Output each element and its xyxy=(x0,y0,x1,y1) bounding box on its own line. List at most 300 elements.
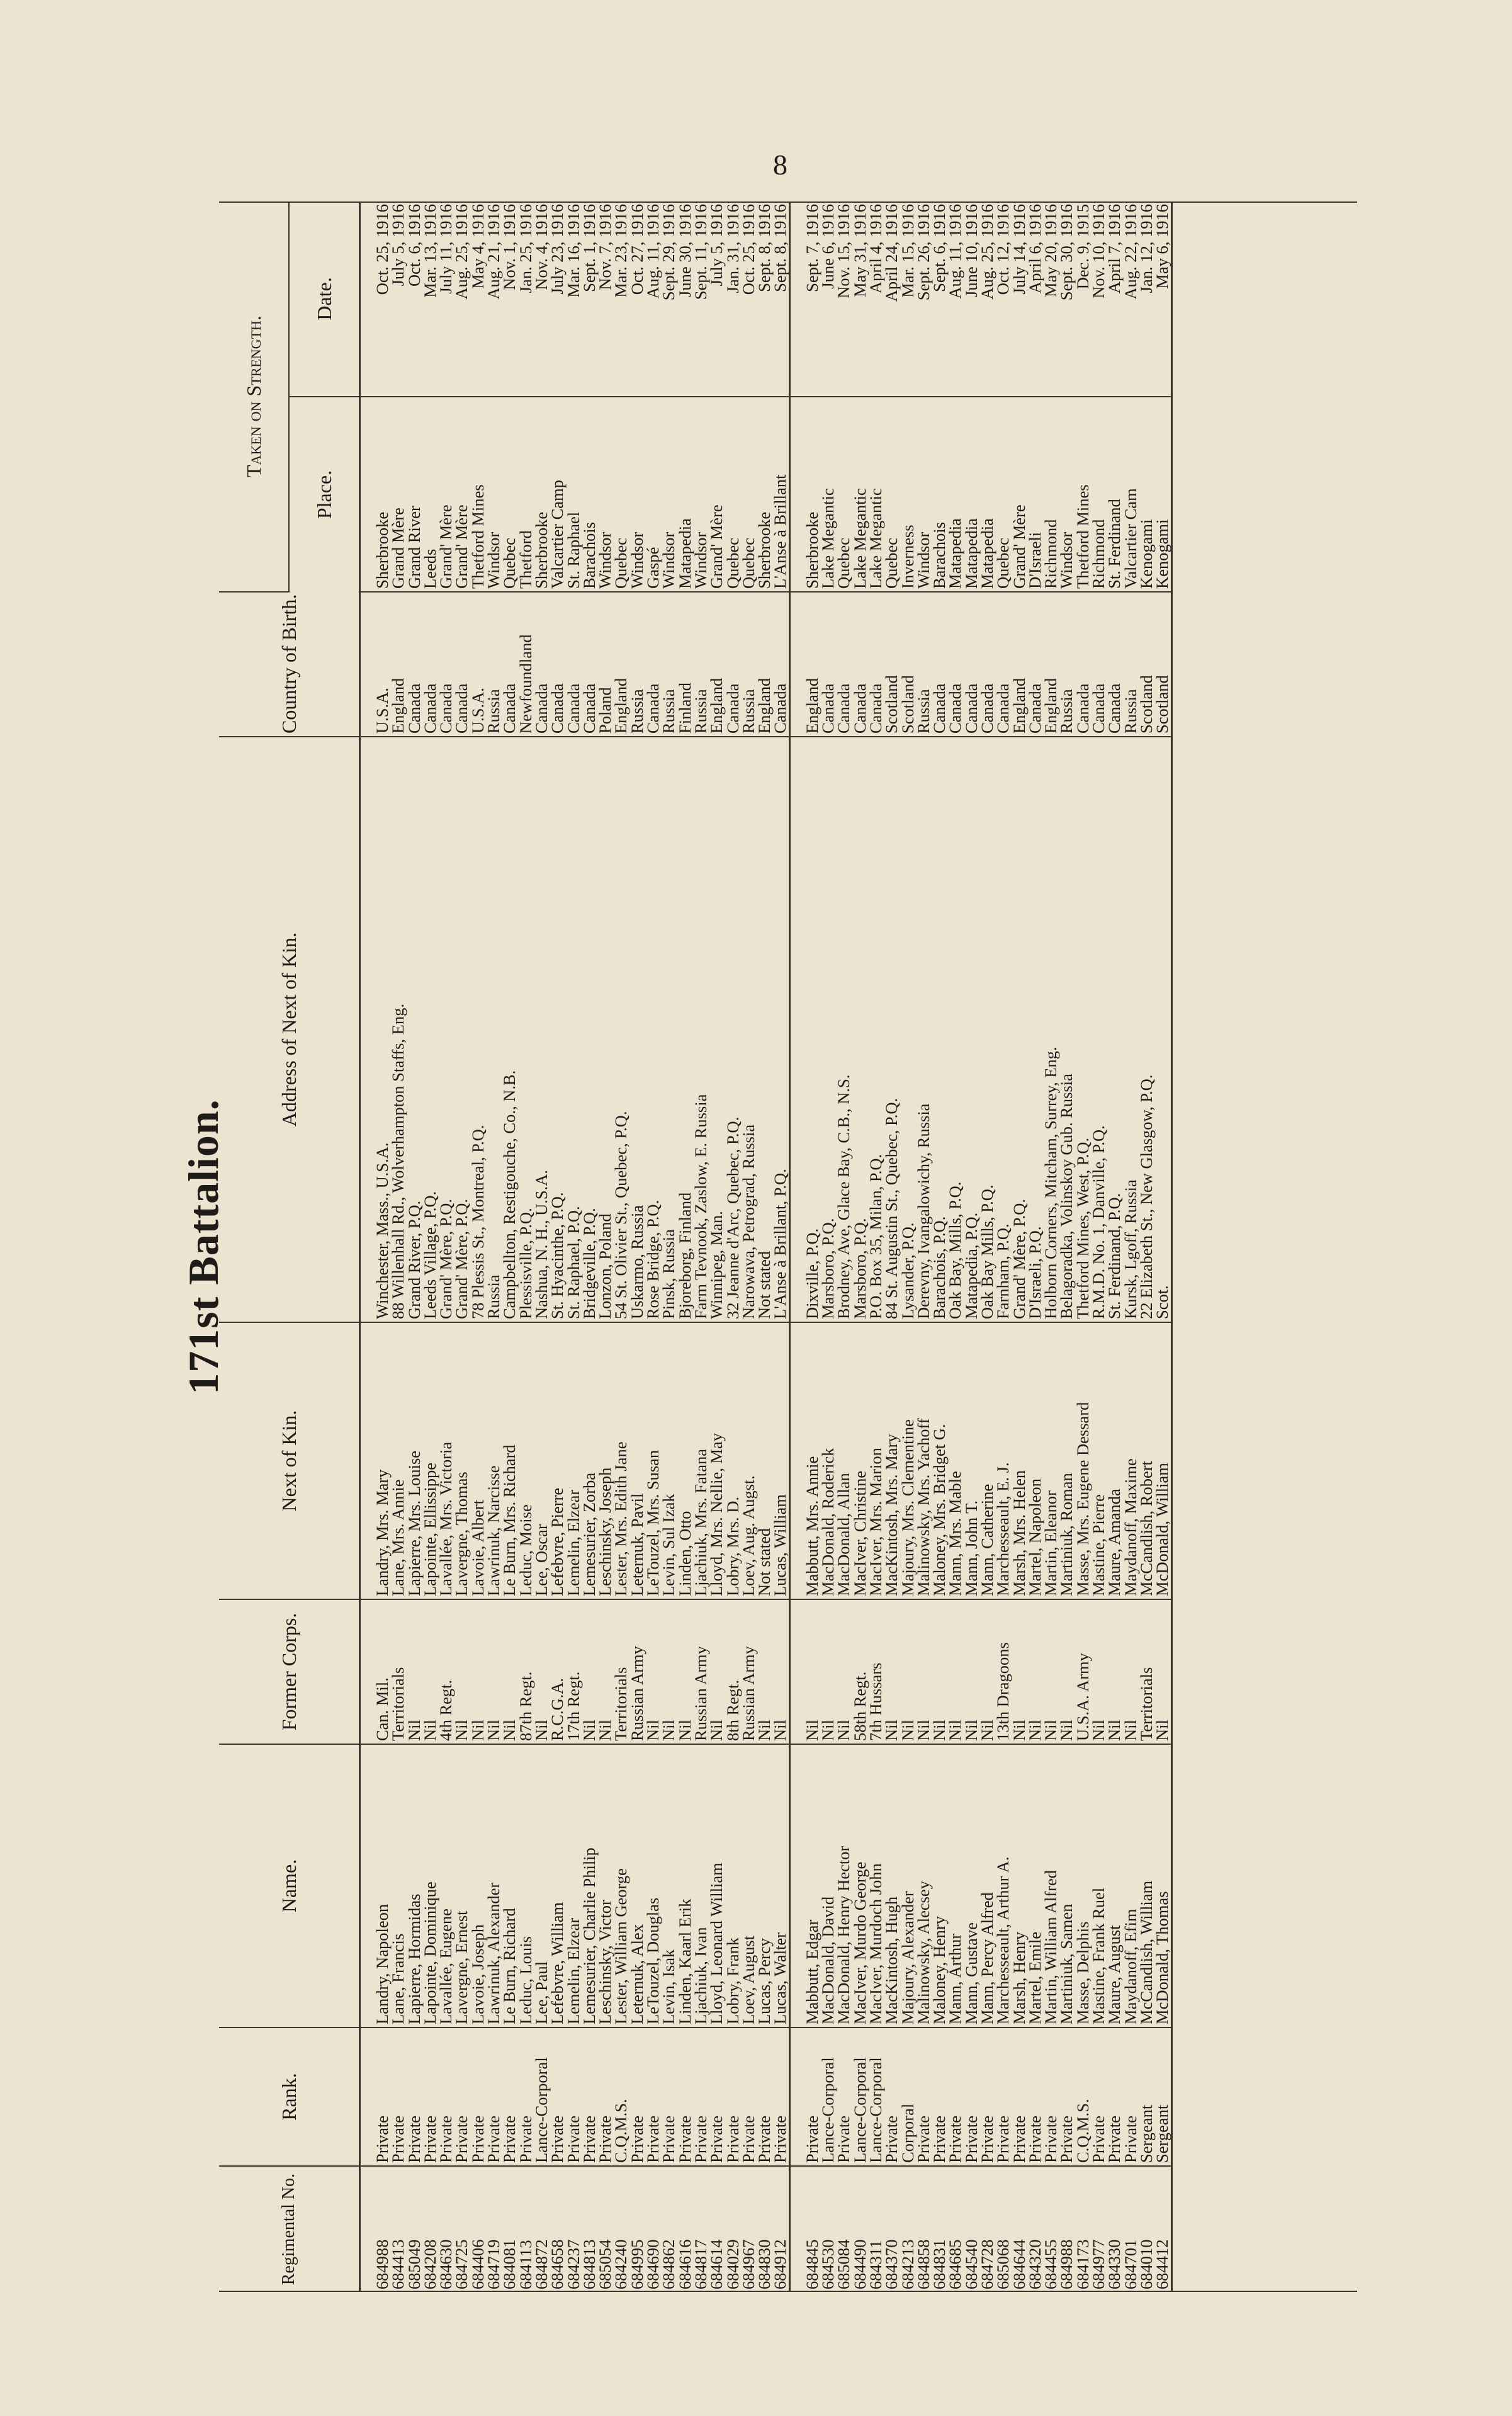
country-cell: Canada xyxy=(868,592,884,737)
rank-cell: Private xyxy=(470,2028,486,2166)
rank-cell: Private xyxy=(757,2028,772,2166)
table-row xyxy=(1154,201,1171,2292)
date-cell: Sept. 11, 1916 xyxy=(693,201,709,397)
rank-cell: Private xyxy=(1123,2028,1139,2166)
address-cell: Narowava, Petrograd, Russia xyxy=(741,737,757,1322)
next-of-kin-cell: LeTouzel, Mrs. Susan xyxy=(645,1322,661,1599)
next-of-kin-cell: Lavallée, Mrs. Victoria xyxy=(438,1322,454,1599)
regimental-no-cell: 684490 xyxy=(850,2239,869,2289)
next-of-kin-cell: Le Burn, Mrs. Richard xyxy=(502,1322,517,1599)
place-cell: Gaspé xyxy=(645,397,661,592)
name-cell: McDonald, Thomas xyxy=(1154,1744,1171,2028)
header-place: Place. xyxy=(312,470,336,519)
rank-cell: Private xyxy=(979,2028,995,2166)
place-cell: Quebec xyxy=(613,397,629,592)
regimental-no-cell: 684081 xyxy=(500,2239,519,2289)
date-cell: Nov. 15, 1916 xyxy=(836,201,852,397)
regimental-no-cell: 684413 xyxy=(388,2239,408,2289)
next-of-kin-cell: Lefebvre, Pierre xyxy=(550,1322,565,1599)
table-row xyxy=(550,201,565,2292)
rank-cell: Private xyxy=(964,2028,979,2166)
country-cell: Canada xyxy=(964,592,979,737)
rank-cell: Lance-Corporal xyxy=(852,2028,868,2166)
date-cell: June 6, 1916 xyxy=(820,201,836,397)
regimental-no-cell: 685054 xyxy=(595,2239,615,2289)
table-row xyxy=(390,201,406,2292)
date-cell: Nov. 10, 1916 xyxy=(1091,201,1107,397)
next-of-kin-cell: Lobry, Mrs. D. xyxy=(725,1322,741,1599)
next-of-kin-cell: Maure, Amanda xyxy=(1107,1322,1122,1599)
date-cell: Oct. 12, 1916 xyxy=(995,201,1011,397)
name-cell: McCandlish, William xyxy=(1139,1744,1154,2028)
regimental-no-cell: 684977 xyxy=(1089,2239,1109,2289)
next-of-kin-cell: MacDonald, Allan xyxy=(836,1322,852,1599)
country-cell: Canada xyxy=(772,592,789,737)
former-corps-cell: Nil xyxy=(804,1599,820,1744)
country-cell: Poland xyxy=(597,592,613,737)
table-row xyxy=(709,201,725,2292)
rank-cell: Private xyxy=(486,2028,502,2166)
address-cell: St. Ferdinand, P.Q. xyxy=(1107,737,1122,1322)
next-of-kin-cell: Mann, Catherine xyxy=(979,1322,995,1599)
country-cell: England xyxy=(1043,592,1059,737)
country-cell: Russia xyxy=(741,592,757,737)
name-cell: Lucas, Percy xyxy=(757,1744,772,2028)
next-of-kin-cell: Lucas, William xyxy=(772,1322,789,1599)
address-cell: 84 St. Augustin St., Quebec, P.Q. xyxy=(884,737,900,1322)
next-of-kin-cell: Not stated xyxy=(757,1322,772,1599)
next-of-kin-cell: Lemelin, Elzear xyxy=(566,1322,582,1599)
former-corps-cell: Nil xyxy=(582,1599,597,1744)
date-cell: Sept. 8, 1916 xyxy=(772,201,789,397)
rank-cell: Private xyxy=(375,2028,390,2166)
place-cell: D'Israeli xyxy=(1027,397,1043,592)
name-cell: Le Burn, Richard xyxy=(502,1744,517,2028)
name-cell: Lester, William George xyxy=(613,1744,629,2028)
regimental-no-cell: 684173 xyxy=(1073,2239,1092,2289)
address-cell: Barachois, P.Q. xyxy=(932,737,947,1322)
former-corps-cell: 13th Dragoons xyxy=(995,1599,1011,1744)
next-of-kin-cell: Lee, Oscar xyxy=(534,1322,550,1599)
name-cell: Majoury, Alexander xyxy=(900,1744,916,2028)
regimental-no-cell: 684685 xyxy=(945,2239,965,2289)
address-cell: P.O. Box 35, Milan, P.Q. xyxy=(868,737,884,1322)
regimental-no-cell: 685049 xyxy=(404,2239,424,2289)
rank-cell: Private xyxy=(995,2028,1011,2166)
former-corps-cell: Nil xyxy=(1154,1599,1171,1744)
country-cell: England xyxy=(390,592,406,737)
next-of-kin-cell: MacIver, Christine xyxy=(852,1322,868,1599)
table-row xyxy=(1059,201,1075,2292)
country-cell: Russia xyxy=(486,592,502,737)
place-cell: Windsor xyxy=(597,397,613,592)
place-cell: Richmond xyxy=(1091,397,1107,592)
former-corps-cell: Nil xyxy=(645,1599,661,1744)
date-cell: Nov. 1, 1916 xyxy=(502,201,517,397)
date-cell: Aug. 11, 1916 xyxy=(947,201,963,397)
place-cell: Windsor xyxy=(916,397,932,592)
rank-cell: Private xyxy=(947,2028,963,2166)
next-of-kin-cell: Maloney, Mrs. Bridget G. xyxy=(932,1322,947,1599)
rank-cell: Private xyxy=(1043,2028,1059,2166)
place-cell: Grand' Mère xyxy=(438,397,454,592)
former-corps-cell: 8th Regt. xyxy=(725,1599,741,1744)
regimental-no-cell: 684406 xyxy=(468,2239,487,2289)
regimental-no-cell: 684967 xyxy=(738,2239,758,2289)
rank-cell: Private xyxy=(725,2028,741,2166)
country-cell: Canada xyxy=(454,592,470,737)
former-corps-cell: Nil xyxy=(407,1599,422,1744)
date-cell: Oct. 27, 1916 xyxy=(629,201,645,397)
country-cell: Canada xyxy=(995,592,1011,737)
rank-cell: Private xyxy=(709,2028,725,2166)
former-corps-cell: 4th Regt. xyxy=(438,1599,454,1744)
name-cell: Lloyd, Leonard William xyxy=(709,1744,725,2028)
next-of-kin-cell: Leduc, Moise xyxy=(518,1322,534,1599)
rank-cell: Private xyxy=(390,2028,406,2166)
regimental-no-cell: 684988 xyxy=(373,2239,392,2289)
former-corps-cell: Nil xyxy=(677,1599,693,1744)
next-of-kin-cell: Martel, Napoleon xyxy=(1027,1322,1043,1599)
rank-cell: Private xyxy=(1012,2028,1027,2166)
next-of-kin-cell: Loev, Aug. Augst. xyxy=(741,1322,757,1599)
name-cell: Lapointe, Dominique xyxy=(422,1744,438,2028)
regimental-no-cell: 684719 xyxy=(484,2239,504,2289)
table-row xyxy=(947,201,963,2292)
place-cell: Richmond xyxy=(1043,397,1059,592)
date-cell: Oct. 25, 1916 xyxy=(741,201,757,397)
address-cell: Uskarmo, Russia xyxy=(629,737,645,1322)
next-of-kin-cell: Landry, Mrs. Mary xyxy=(375,1322,390,1599)
regimental-no-cell: 684330 xyxy=(1105,2239,1124,2289)
next-of-kin-cell: Leschinsky, Joseph xyxy=(597,1322,613,1599)
country-cell: Russia xyxy=(629,592,645,737)
former-corps-cell: R.C.G.A. xyxy=(550,1599,565,1744)
name-cell: MacDonald, Henry Hector xyxy=(836,1744,852,2028)
name-cell: MacIver, Murdoch John xyxy=(868,1744,884,2028)
rank-cell: Corporal xyxy=(900,2028,916,2166)
address-cell: D'Israeli, P.Q. xyxy=(1027,737,1043,1322)
regimental-no-cell: 684208 xyxy=(420,2239,439,2289)
header-rank: Rank. xyxy=(219,2028,360,2166)
former-corps-cell: Nil xyxy=(1043,1599,1059,1744)
regimental-no-cell: 684029 xyxy=(723,2239,742,2289)
country-cell: Canada xyxy=(422,592,438,737)
place-cell: Sherbrooke xyxy=(375,397,390,592)
next-of-kin-cell: Lloyd, Mrs. Nellie, May xyxy=(709,1322,725,1599)
place-cell: Thetford Mines xyxy=(1075,397,1091,592)
name-cell: Mann, Gustave xyxy=(964,1744,979,2028)
rank-cell: Private xyxy=(550,2028,565,2166)
next-of-kin-cell: Martiniuk, Roman xyxy=(1059,1322,1075,1599)
address-cell: Matapedia, P.Q. xyxy=(964,737,979,1322)
regimental-no-cell: 684912 xyxy=(770,2239,790,2289)
rank-cell: Private xyxy=(772,2028,789,2166)
former-corps-cell: U.S.A. Army xyxy=(1075,1599,1091,1744)
former-corps-cell: Nil xyxy=(836,1599,852,1744)
address-cell: 32 Jeanne d'Arc, Quebec, P.Q. xyxy=(725,737,741,1322)
former-corps-cell: Nil xyxy=(1091,1599,1107,1744)
regimental-no-cell: 684630 xyxy=(436,2239,456,2289)
place-cell: Grand' Mère xyxy=(1012,397,1027,592)
rank-cell: Private xyxy=(741,2028,757,2166)
former-corps-cell: Nil xyxy=(947,1599,963,1744)
date-cell: Sept. 8, 1916 xyxy=(757,201,772,397)
place-cell: Quebec xyxy=(741,397,757,592)
date-cell: Nov. 7, 1916 xyxy=(597,201,613,397)
country-cell: England xyxy=(757,592,772,737)
name-cell: Maydanoff, Efim xyxy=(1123,1744,1139,2028)
regimental-no-cell: 684370 xyxy=(882,2239,901,2289)
address-cell: Pinsk, Russia xyxy=(661,737,677,1322)
former-corps-cell: Nil xyxy=(470,1599,486,1744)
country-cell: Russia xyxy=(693,592,709,737)
name-cell: Lemelin, Elzear xyxy=(566,1744,582,2028)
former-corps-cell: 87th Regt. xyxy=(518,1599,534,1744)
address-cell: Thetford Mines, West, P.Q. xyxy=(1075,737,1091,1322)
country-cell: Canada xyxy=(582,592,597,737)
table-row xyxy=(454,201,470,2292)
next-of-kin-cell: MacKintosh, Mrs. Mary xyxy=(884,1322,900,1599)
address-cell: Grand' Mère, P.Q. xyxy=(438,737,454,1322)
header-next-of-kin: Next of Kin. xyxy=(219,1322,360,1599)
name-cell: Malinowsky, Alecsey xyxy=(916,1744,932,2028)
date-cell: Mar. 16, 1916 xyxy=(566,201,582,397)
rank-cell: Private xyxy=(454,2028,470,2166)
header-date: Date. xyxy=(289,201,360,397)
former-corps-cell: Russian Army xyxy=(741,1599,757,1744)
rank-cell: Sergeant xyxy=(1154,2028,1171,2166)
regimental-no-cell: 684817 xyxy=(691,2239,710,2289)
address-cell: Lonzon, Poland xyxy=(597,737,613,1322)
next-of-kin-cell: Masse, Mrs. Eugene Dessard xyxy=(1075,1322,1091,1599)
regimental-no-cell: 684644 xyxy=(1009,2239,1029,2289)
place-cell: Lake Megantic xyxy=(868,397,884,592)
date-cell: Nov. 4, 1916 xyxy=(534,201,550,397)
place-cell: Valcartier Cam xyxy=(1123,397,1139,592)
regimental-no-cell: 684530 xyxy=(818,2239,838,2289)
former-corps-cell: Territorials xyxy=(613,1599,629,1744)
next-of-kin-cell: Lester, Mrs. Edith Jane xyxy=(613,1322,629,1599)
next-of-kin-cell: McDonald, William xyxy=(1154,1322,1171,1599)
page-number: 8 xyxy=(773,149,787,181)
name-cell: Mabbutt, Edgar xyxy=(804,1744,820,2028)
address-cell: St. Hyacinthe, P.Q. xyxy=(550,737,565,1322)
former-corps-cell: Russian Army xyxy=(693,1599,709,1744)
former-corps-cell: 7th Hussars xyxy=(868,1599,884,1744)
address-cell: Plessisville, P.Q. xyxy=(518,737,534,1322)
country-cell: Scotland xyxy=(884,592,900,737)
former-corps-cell: Nil xyxy=(916,1599,932,1744)
name-cell: Lemesurier, Charlie Philip xyxy=(582,1744,597,2028)
rank-cell: Private xyxy=(645,2028,661,2166)
place-cell: Grand Mère xyxy=(390,397,406,592)
regimental-no-cell: 684614 xyxy=(707,2239,726,2289)
regimental-no-cell: 684320 xyxy=(1025,2239,1044,2289)
date-cell: Jan. 25, 1916 xyxy=(518,201,534,397)
name-cell: Lavallée, Eugene xyxy=(438,1744,454,2028)
regimental-no-cell: 684616 xyxy=(675,2239,694,2289)
former-corps-cell: Nil xyxy=(486,1599,502,1744)
next-of-kin-cell: Mann, John T. xyxy=(964,1322,979,1599)
place-cell: Sherbrooke xyxy=(757,397,772,592)
place-cell: Inverness xyxy=(900,397,916,592)
place-cell: Windsor xyxy=(486,397,502,592)
rank-cell: Private xyxy=(693,2028,709,2166)
name-cell: Marchesseault, Arthur A. xyxy=(995,1744,1011,2028)
next-of-kin-cell: Lapierre, Mrs. Louise xyxy=(407,1322,422,1599)
name-cell: Marsh, Henry xyxy=(1012,1744,1027,2028)
address-cell: 22 Elizabeth St., New Glasgow, P.Q. xyxy=(1139,737,1154,1322)
address-cell: Nashua, N. H., U.S.A. xyxy=(534,737,550,1322)
name-cell: MacIver, Murdo George xyxy=(852,1744,868,2028)
place-cell: Quebec xyxy=(884,397,900,592)
name-cell: Masse, Delphis xyxy=(1075,1744,1091,2028)
country-cell: Canada xyxy=(820,592,836,737)
next-of-kin-cell: Marsh, Mrs. Helen xyxy=(1012,1322,1027,1599)
former-corps-cell: Nil xyxy=(1059,1599,1075,1744)
table-row xyxy=(995,201,1011,2292)
header-address: Address of Next of Kin. xyxy=(219,737,360,1322)
date-cell: Aug. 25, 1916 xyxy=(979,201,995,397)
next-of-kin-cell: Malinowsky, Mrs. Yachoff xyxy=(916,1322,932,1599)
place-cell: Windsor xyxy=(661,397,677,592)
former-corps-cell: Territorials xyxy=(1139,1599,1154,1744)
former-corps-cell: 17th Regt. xyxy=(566,1599,582,1744)
address-cell: Oak Bay, Mills, P.Q. xyxy=(947,737,963,1322)
former-corps-cell: Nil xyxy=(757,1599,772,1744)
next-of-kin-cell: Lavoie, Albert xyxy=(470,1322,486,1599)
date-cell: July 11, 1916 xyxy=(438,201,454,397)
address-cell: Winnipeg, Man. xyxy=(709,737,725,1322)
former-corps-cell: Nil xyxy=(1123,1599,1139,1744)
country-cell: Canada xyxy=(852,592,868,737)
regimental-no-cell: 684701 xyxy=(1120,2239,1140,2289)
country-cell: Scotland xyxy=(1154,592,1171,737)
regimental-no-cell: 684010 xyxy=(1136,2239,1156,2289)
place-cell: St. Ferdinand xyxy=(1107,397,1122,592)
place-cell: Quebec xyxy=(502,397,517,592)
name-cell: Martiniuk, Samen xyxy=(1059,1744,1075,2028)
former-corps-cell: Nil xyxy=(979,1599,995,1744)
date-cell: Sept. 30, 1916 xyxy=(1059,201,1075,397)
date-cell: April 24, 1916 xyxy=(884,201,900,397)
country-cell: Canada xyxy=(1075,592,1091,737)
name-cell: Maloney, Henry xyxy=(932,1744,947,2028)
address-cell: Farm Tevnook, Zaslow, E. Russia xyxy=(693,737,709,1322)
next-of-kin-cell: MacDonald, Roderick xyxy=(820,1322,836,1599)
rank-cell: C.Q.M.S. xyxy=(613,2028,629,2166)
header-country: Country of Birth. xyxy=(219,592,360,737)
page-title: 171st Battalion. xyxy=(179,1099,227,1395)
address-cell: Not stated xyxy=(757,737,772,1322)
country-cell: Russia xyxy=(916,592,932,737)
country-cell: Russia xyxy=(1059,592,1075,737)
place-cell: Valcartier Camp xyxy=(550,397,565,592)
next-of-kin-cell: Mabbutt, Mrs. Annie xyxy=(804,1322,820,1599)
country-cell: Canada xyxy=(566,592,582,737)
regimental-no-cell: 684658 xyxy=(548,2239,567,2289)
name-cell: Landry, Napoleon xyxy=(375,1744,390,2028)
table-row xyxy=(772,201,789,2292)
former-corps-cell: Territorials xyxy=(390,1599,406,1744)
date-cell: Sept. 1, 1916 xyxy=(582,201,597,397)
name-cell: LeTouzel, Douglas xyxy=(645,1744,661,2028)
date-cell: Sept. 26, 1916 xyxy=(916,201,932,397)
regimental-no-cell: 684113 xyxy=(516,2240,535,2289)
rank-cell: Private xyxy=(438,2028,454,2166)
rank-cell: Private xyxy=(502,2028,517,2166)
address-cell: St. Raphael, P.Q. xyxy=(566,737,582,1322)
name-cell: MacDonald, David xyxy=(820,1744,836,2028)
date-cell: April 7, 1916 xyxy=(1107,201,1122,397)
address-cell: Brodney, Ave, Glace Bay, C.B., N.S. xyxy=(836,737,852,1322)
place-cell: Sherbrooke xyxy=(534,397,550,592)
regimental-no-cell: 684240 xyxy=(611,2239,631,2289)
name-cell: Lee, Paul xyxy=(534,1744,550,2028)
next-of-kin-cell: Lawrinuk, Narcisse xyxy=(486,1322,502,1599)
next-of-kin-cell: Lemesurier, Zorba xyxy=(582,1322,597,1599)
address-cell: Bridgeville, P.Q. xyxy=(582,737,597,1322)
former-corps-cell: Nil xyxy=(1107,1599,1122,1744)
date-cell: Mar. 13, 1916 xyxy=(422,201,438,397)
address-cell: Derevny, Ivangalowichy, Russia xyxy=(916,737,932,1322)
former-corps-cell: Nil xyxy=(661,1599,677,1744)
name-cell: Leternuk, Alex xyxy=(629,1744,645,2028)
country-cell: England xyxy=(1012,592,1027,737)
name-cell: Lawrinuk, Alexander xyxy=(486,1744,502,2028)
next-of-kin-cell: Majoury, Mrs. Clementine xyxy=(900,1322,916,1599)
country-cell: Canada xyxy=(836,592,852,737)
regimental-no-cell: 684213 xyxy=(898,2239,917,2289)
rank-cell: Private xyxy=(661,2028,677,2166)
date-cell: Aug. 25, 1916 xyxy=(454,201,470,397)
next-of-kin-cell: Ljachiuk, Mrs. Fatana xyxy=(693,1322,709,1599)
place-cell: Matapedia xyxy=(979,397,995,592)
former-corps-cell: Nil xyxy=(964,1599,979,1744)
date-cell: May 6, 1916 xyxy=(1154,201,1171,397)
table-row xyxy=(900,201,916,2292)
name-cell: Lavergne, Ernest xyxy=(454,1744,470,2028)
country-cell: Scotland xyxy=(1139,592,1154,737)
date-cell: June 30, 1916 xyxy=(677,201,693,397)
country-cell: U.S.A. xyxy=(375,592,390,737)
next-of-kin-cell: Lapointe, Ellissippe xyxy=(422,1322,438,1599)
place-cell: Windsor xyxy=(629,397,645,592)
regimental-no-cell: 684831 xyxy=(930,2239,949,2289)
country-cell: Canada xyxy=(725,592,741,737)
address-cell: Grand' Mère, P.Q. xyxy=(454,737,470,1322)
place-cell: Thetford xyxy=(518,397,534,592)
place-cell: Quebec xyxy=(836,397,852,592)
address-cell: Campbellton, Restigouche, Co., N.B. xyxy=(502,737,517,1322)
table-row xyxy=(613,201,629,2292)
regimental-no-cell: 684862 xyxy=(659,2239,679,2289)
date-cell: May 4, 1916 xyxy=(470,201,486,397)
former-corps-cell: Nil xyxy=(422,1599,438,1744)
place-cell: Kenogami xyxy=(1139,397,1154,592)
place-cell: Sherbrooke xyxy=(804,397,820,592)
next-of-kin-cell: Marchesseault, E. J. xyxy=(995,1322,1011,1599)
address-cell: R.M.D. No. 1, Danville, P.Q. xyxy=(1091,737,1107,1322)
rank-cell: Private xyxy=(407,2028,422,2166)
address-cell: Russia xyxy=(486,737,502,1322)
address-cell: 54 St. Olivier St., Quebec, P.Q. xyxy=(613,737,629,1322)
country-cell: Canada xyxy=(645,592,661,737)
header-name: Name. xyxy=(219,1744,360,2028)
place-cell: Matapedia xyxy=(947,397,963,592)
rank-cell: Private xyxy=(422,2028,438,2166)
